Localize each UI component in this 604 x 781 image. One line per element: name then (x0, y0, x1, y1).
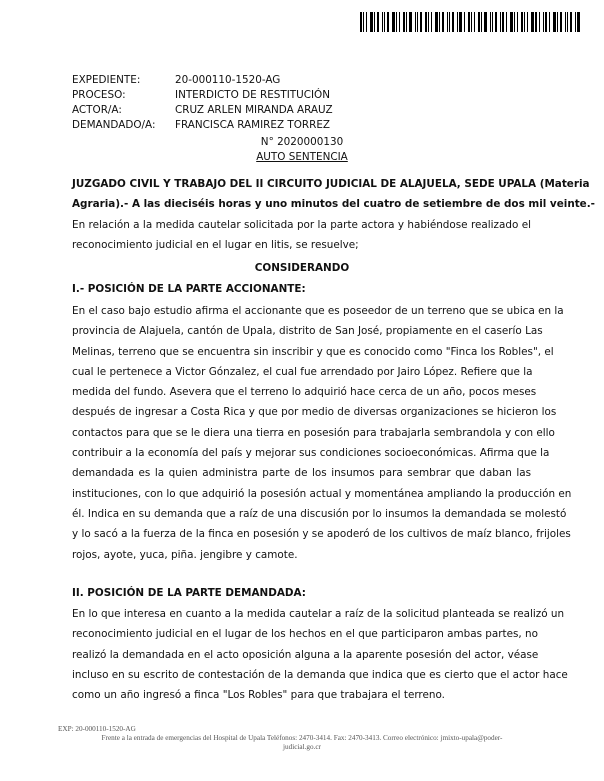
resolution-type: AUTO SENTENCIA (256, 151, 348, 163)
text-line: contactos para que se le diera una tierra en posesión para trabajarla sembrandola y con ello (72, 426, 555, 439)
text-line: provincia de Alajuela, cantón de Upala, distrito de San José, propiamente en el caserío Las (72, 325, 543, 338)
header-label: PROCESO: (72, 89, 126, 101)
text-line: medida del fundo. Asevera que el terreno lo adquirió hace cerca de un año, pocos meses (72, 386, 537, 399)
header-value: INTERDICTO DE RESTITUCIÓN (175, 89, 331, 101)
text-line: Melinas, terreno que se encuentra sin inscribir y que es conocido como "Finca los Robles", el (72, 345, 554, 358)
text-line: incluso en su escrito de contestación de la demanda que indica que es cierto que el actor hace (72, 668, 568, 681)
header-row-demandado (72, 118, 333, 133)
header-value: CRUZ ARLEN MIRANDA ARAUZ (175, 104, 333, 116)
header-value: FRANCISCA RAMIREZ TORREZ (175, 119, 331, 131)
footer-expediente: EXP: 20-000110-1520-AG (58, 725, 136, 733)
footer-email-tail: judicial.go.cr (283, 743, 321, 751)
text-line: En relación a la medida cautelar solicitada por la parte actora y habiéndose realizado el (72, 219, 531, 231)
court-intro (72, 174, 595, 215)
footer-address: Frente a la entrada de emergencias del Hospital de Upala Teléfonos: 2470-3414. Fax: 2470-3413. Correo electrónico: jmixto-upala@poder- (101, 734, 503, 742)
header-label: EXPEDIENTE: (72, 74, 141, 86)
text-line: En el caso bajo estudio afirma el accionante que es poseedor de un terreno que se ubica en la (72, 305, 564, 317)
text-line: contribuir a la economía del país y mejorar sus condiciones socioeconómicas. Afirma que la (72, 447, 550, 460)
paragraph-intro (72, 215, 531, 256)
text-line: como un año ingresó a finca "Los Robles" para que trabajara el terreno. (72, 689, 445, 702)
text-line: cual le pertenece a Victor Gónzalez, el cual fue arrendado por Jairo López. Refiere que la (72, 365, 533, 378)
section-1-body (72, 301, 572, 565)
text-line: reconocimiento judicial en el lugar en litis, se resuelve; (72, 239, 359, 252)
section-1-title (72, 279, 531, 299)
text-line: En lo que interesa en cuanto a la medida cautelar a raíz de la solicitud planteada se realizó un (72, 608, 565, 620)
barcode-image (360, 12, 586, 32)
resolution-number: N° 2020000130 (260, 136, 344, 148)
case-header (72, 73, 333, 133)
section-2-title (72, 583, 531, 603)
text-line: instituciones, con lo que adquirió la posesión actual y momentánea ampliando la producción en (72, 487, 572, 500)
header-row-expediente (72, 73, 333, 88)
text-line: JUZGADO CIVIL Y TRABAJO DEL II CIRCUITO JUDICIAL DE ALAJUELA, SEDE UPALA (Materia (72, 178, 590, 190)
text-line: después de ingresar a Costa Rica y que por medio de diversas organizaciones se hicieron los (72, 406, 557, 419)
text-line: I.- POSICIÓN DE LA PARTE ACCIONANTE: (72, 283, 306, 295)
text-line: él. Indica en su demanda que a raíz de una discusión por lo insumos la demandada se molestó (72, 507, 567, 520)
header-value: 20-000110-1520-AG (175, 74, 281, 86)
text-line: II. POSICIÓN DE LA PARTE DEMANDADA: (72, 587, 306, 599)
text-line: Agraria).- A las dieciséis horas y uno minutos del cuatro de setiembre de dos mil veinte.- (72, 198, 595, 211)
text-line: y lo sacó a la fuerza de la finca en posesión y se apoderó de los cultivos de maíz blanco, frijoles (72, 528, 571, 541)
header-label: DEMANDADO/A: (72, 119, 156, 131)
text-line: rojos, ayote, yuca, piña. jengibre y camote. (72, 548, 298, 561)
header-label: ACTOR/A: (72, 104, 122, 116)
text-line: reconocimiento judicial en el lugar de los hechos en el que participaron ambas partes, no (72, 628, 538, 641)
text-line: demandada es la quien administra parte de los insumos para sembrar que daban las (72, 467, 531, 480)
header-row-proceso (72, 88, 333, 103)
considerando-heading: CONSIDERANDO (254, 262, 350, 274)
section-2-body (72, 604, 568, 705)
text-line: realizó la demandada en el acto oposición alguna a la aparente posesión del actor, véase (72, 648, 539, 661)
header-row-actor (72, 103, 333, 118)
